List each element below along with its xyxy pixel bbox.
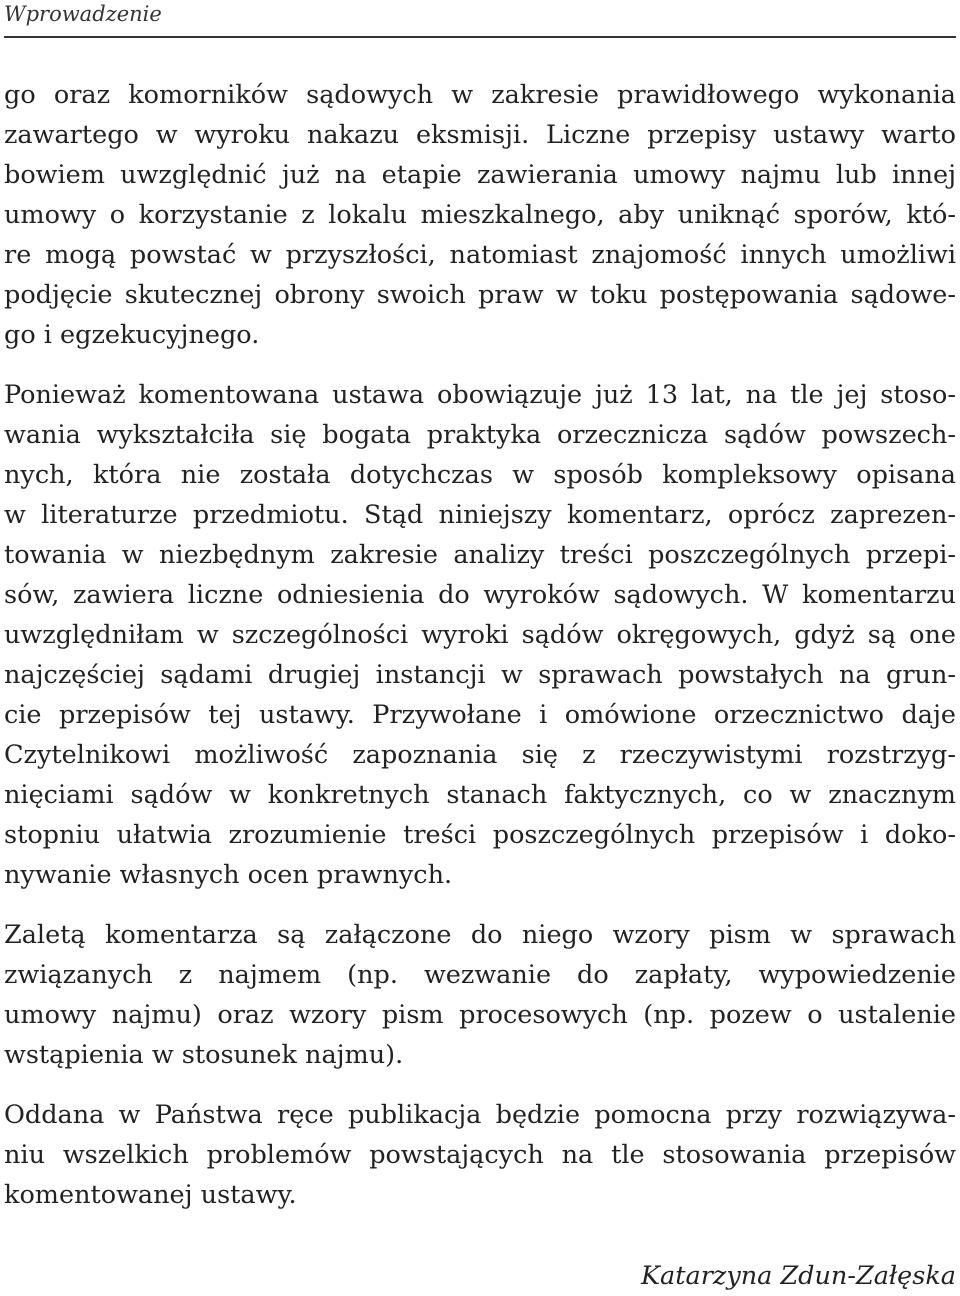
text-line: re mogą powstać w przyszłości, natomiast znajomość innych umożliwi <box>4 240 956 270</box>
paragraph-spacer <box>4 355 956 375</box>
text-line: cie przepisów tej ustawy. Przywołane i omówione orzecznictwo daje <box>4 700 956 730</box>
author-signature: Katarzyna Zdun-Załęska <box>641 1261 956 1291</box>
paragraph-spacer <box>4 895 956 915</box>
paragraph-3 <box>4 915 956 1075</box>
text-line: wania wykształciła się bogata praktyka orzecznicza sądów powszech- <box>4 420 956 450</box>
text-line: towania w niezbędnym zakresie analizy treści poszczególnych przepi- <box>4 540 956 570</box>
text-line: Ponieważ komentowana ustawa obowiązuje już 13 lat, na tle jej stoso- <box>4 380 956 410</box>
text-line: w literaturze przedmiotu. Stąd niniejszy komentarz, oprócz zaprezen- <box>4 500 956 530</box>
text-line: uwzględniłam w szczególności wyroki sądów okręgowych, gdyż są one <box>4 620 956 650</box>
text-line: nych, która nie została dotychczas w sposób kompleksowy opisana <box>4 460 956 490</box>
text-line: go i egzekucyjnego. <box>4 320 260 350</box>
text-line: wstąpienia w stosunek najmu). <box>4 1040 404 1070</box>
header-title: Wprowadzenie <box>4 2 162 26</box>
paragraph-4 <box>4 1095 956 1215</box>
text-line: niu wszelkich problemów powstających na tle stosowania przepisów <box>4 1140 956 1170</box>
text-line: stopniu ułatwia zrozumienie treści poszczególnych przepisów i doko- <box>4 820 956 850</box>
text-line: go oraz komorników sądowych w zakresie prawidłowego wykonania <box>4 80 956 110</box>
text-line: bowiem uwzględnić już na etapie zawierania umowy najmu lub innej <box>4 160 956 190</box>
text-line: podjęcie skutecznej obrony swoich praw w toku postępowania sądowe- <box>4 280 956 310</box>
text-line: nywanie własnych ocen prawnych. <box>4 860 453 890</box>
text-line: umowy o korzystanie z lokalu mieszkalnego, aby uniknąć sporów, któ- <box>4 200 956 230</box>
text-line: nięciami sądów w konkretnych stanach faktycznych, co w znacznym <box>4 780 956 810</box>
text-line: związanych z najmem (np. wezwanie do zapłaty, wypowiedzenie <box>4 960 956 990</box>
text-line: Czytelnikowi możliwość zapoznania się z rzeczywistymi rozstrzyg- <box>4 740 956 770</box>
text-line: najczęściej sądami drugiej instancji w sprawach powstałych na grun- <box>4 660 956 690</box>
text-line: Zaletą komentarza są załączone do niego wzory pism w sprawach <box>4 920 956 950</box>
paragraph-2 <box>4 375 956 895</box>
running-header <box>4 0 956 38</box>
paragraph-spacer <box>4 1075 956 1095</box>
text-line: komentowanej ustawy. <box>4 1180 297 1210</box>
text-line: umowy najmu) oraz wzory pism procesowych (np. pozew o ustalenie <box>4 1000 956 1030</box>
body-text <box>4 75 956 1215</box>
text-line: Oddana w Państwa ręce publikacja będzie pomocna przy rozwiązywa- <box>4 1100 956 1130</box>
paragraph-1 <box>4 75 956 355</box>
text-line: sów, zawiera liczne odniesienia do wyroków sądowych. W komentarzu <box>4 580 956 610</box>
text-line: zawartego w wyroku nakazu eksmisji. Liczne przepisy ustawy warto <box>4 120 956 150</box>
